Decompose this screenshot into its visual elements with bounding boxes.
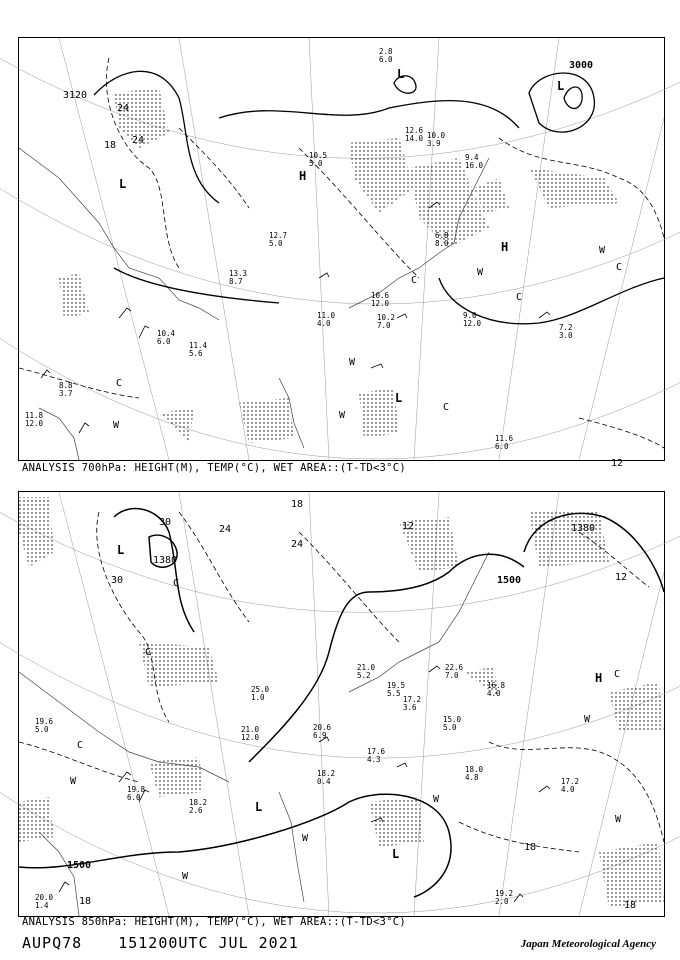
svg-text:11.0: 11.0 <box>317 311 336 320</box>
station-plot <box>487 681 506 698</box>
svg-text:19.8: 19.8 <box>127 785 146 794</box>
warm-center: W <box>615 814 622 825</box>
station-plot <box>445 663 464 680</box>
svg-text:6.0: 6.0 <box>379 55 393 64</box>
station-plot <box>189 341 208 358</box>
contour-label: 1500 <box>67 860 92 871</box>
station-plot <box>59 381 73 398</box>
svg-text:10.5: 10.5 <box>309 151 328 160</box>
svg-text:12.0: 12.0 <box>25 419 44 428</box>
svg-text:11.4: 11.4 <box>189 341 208 350</box>
cold-center: C <box>116 378 123 389</box>
low-pressure-center: L <box>557 79 565 93</box>
station-plot <box>443 715 462 732</box>
station-plot <box>317 769 335 786</box>
low-pressure-center: L <box>397 67 405 81</box>
svg-text:7.0: 7.0 <box>445 671 459 680</box>
cold-center: C <box>145 647 152 658</box>
svg-text:4.0: 4.0 <box>317 319 331 328</box>
contour-label: 24 <box>219 524 232 535</box>
station-plot <box>403 695 421 712</box>
cold-center: C <box>616 262 623 273</box>
contour-label: 3000 <box>569 60 594 71</box>
svg-text:15.0: 15.0 <box>443 715 462 724</box>
cold-center: C <box>173 578 180 589</box>
svg-text:9.0: 9.0 <box>463 311 477 320</box>
contour-label: 12 <box>402 521 415 532</box>
high-pressure-center: H <box>501 240 509 254</box>
svg-text:21.0: 21.0 <box>241 725 260 734</box>
chart-identifier <box>22 934 325 952</box>
agency-credit: Japan Meteorological Agency <box>520 938 656 950</box>
station-plot <box>309 151 327 168</box>
svg-text:5.6: 5.6 <box>189 349 203 358</box>
svg-text:10.0: 10.0 <box>427 131 446 140</box>
station-plot <box>561 777 579 794</box>
contour-label: 30 <box>159 517 172 528</box>
svg-text:20.0: 20.0 <box>35 893 54 902</box>
warm-center: W <box>302 833 309 844</box>
contour-label: 18 <box>291 499 304 510</box>
contour-label: 1380 <box>571 523 596 534</box>
station-plot <box>379 47 393 64</box>
svg-text:12.0: 12.0 <box>241 733 260 742</box>
cold-center: C <box>516 292 523 303</box>
panel-caption-700hpa: ANALYSIS 700hPa: HEIGHT(M), TEMP(°C), WET AREA::(T-TD<3°C) <box>22 462 407 474</box>
svg-text:10.4: 10.4 <box>157 329 176 338</box>
svg-text:17.2: 17.2 <box>403 695 422 704</box>
valid-time: 151200UTC JUL 2021 <box>118 934 299 952</box>
panel-caption-850hpa: ANALYSIS 850hPa: HEIGHT(M), TEMP(°C), WET AREA::(T-TD<3°C) <box>22 916 407 928</box>
contour-label: 24 <box>291 539 304 550</box>
svg-text:1.0: 1.0 <box>251 693 265 702</box>
warm-center: W <box>433 794 440 805</box>
station-plot <box>127 785 146 802</box>
graticule <box>0 38 680 460</box>
station-plot <box>269 231 287 248</box>
svg-text:6.8: 6.8 <box>435 231 449 240</box>
svg-text:6.0: 6.0 <box>157 337 171 346</box>
station-plot <box>495 889 513 906</box>
warm-center: W <box>599 245 606 256</box>
chart-code: AUPQ78 <box>22 934 83 952</box>
low-pressure-center: L <box>395 391 403 405</box>
contour-label: 18 <box>104 140 117 151</box>
svg-text:1.4: 1.4 <box>35 901 49 910</box>
station-plot <box>435 231 449 248</box>
contour-label: 30 <box>111 575 124 586</box>
warm-center: W <box>339 410 346 421</box>
contour-label: 18 <box>524 842 537 853</box>
svg-text:4.0: 4.0 <box>561 785 575 794</box>
svg-text:16.8: 16.8 <box>487 681 506 690</box>
svg-text:2.0: 2.0 <box>495 897 509 906</box>
svg-text:12.0: 12.0 <box>463 319 482 328</box>
svg-text:18.0: 18.0 <box>465 765 484 774</box>
map-panel-850hpa <box>18 491 665 917</box>
contour-label: 3120 <box>63 90 88 101</box>
svg-text:2.6: 2.6 <box>189 806 203 815</box>
station-plot <box>377 313 395 330</box>
station-plot <box>251 685 270 702</box>
station-plot <box>25 411 44 428</box>
svg-text:19.5: 19.5 <box>387 681 406 690</box>
pressure-centers <box>119 67 564 405</box>
svg-text:12.6: 12.6 <box>405 126 424 135</box>
station-plot <box>463 311 482 328</box>
station-plot <box>465 153 484 170</box>
low-pressure-center: L <box>119 177 127 191</box>
station-plot <box>189 798 207 815</box>
contour-label: 12 <box>615 572 628 583</box>
station-plot <box>313 723 332 740</box>
station-plot <box>495 434 514 451</box>
low-pressure-center: L <box>255 800 263 814</box>
cold-center: C <box>77 740 84 751</box>
high-pressure-center: H <box>299 169 307 183</box>
svg-text:19.2: 19.2 <box>495 889 514 898</box>
contour-label: 24 <box>132 135 145 146</box>
svg-text:12.0: 12.0 <box>371 299 390 308</box>
contour-label: 1500 <box>497 575 522 586</box>
temperature-centers <box>70 578 622 882</box>
contour-label: 12 <box>611 458 624 469</box>
svg-text:11.8: 11.8 <box>25 411 44 420</box>
svg-text:5.2: 5.2 <box>357 671 371 680</box>
svg-text:4.8: 4.8 <box>465 773 479 782</box>
station-plot <box>559 323 573 340</box>
svg-text:8.7: 8.7 <box>229 277 243 286</box>
svg-text:10.6: 10.6 <box>371 291 390 300</box>
svg-text:17.2: 17.2 <box>561 777 580 786</box>
svg-text:14.0: 14.0 <box>405 134 424 143</box>
svg-text:8.8: 8.8 <box>59 381 73 390</box>
svg-text:5.5: 5.5 <box>387 689 401 698</box>
svg-text:6.9: 6.9 <box>313 731 327 740</box>
station-data <box>35 663 579 910</box>
isotherms <box>19 58 664 448</box>
station-plot <box>367 747 386 764</box>
cold-center: C <box>411 275 418 286</box>
station-plot <box>357 663 376 680</box>
svg-text:13.3: 13.3 <box>229 269 248 278</box>
svg-text:3.9: 3.9 <box>427 139 441 148</box>
warm-center: W <box>182 871 189 882</box>
station-plot <box>317 311 336 328</box>
map-850hpa <box>19 492 664 916</box>
cold-center: C <box>614 669 621 680</box>
svg-text:3.6: 3.6 <box>403 703 417 712</box>
svg-text:18.2: 18.2 <box>317 769 336 778</box>
svg-text:6.0: 6.0 <box>127 793 141 802</box>
warm-center: W <box>113 420 120 431</box>
wet-areas <box>19 497 664 907</box>
svg-text:12.7: 12.7 <box>269 231 288 240</box>
svg-text:4.0: 4.0 <box>487 689 501 698</box>
station-plot <box>241 725 260 742</box>
svg-text:3.0: 3.0 <box>559 331 573 340</box>
svg-text:7.0: 7.0 <box>377 321 391 330</box>
svg-text:4.3: 4.3 <box>367 755 381 764</box>
svg-text:25.0: 25.0 <box>251 685 270 694</box>
contour-label: 1380 <box>153 555 178 566</box>
station-plot <box>35 717 54 734</box>
station-plot <box>229 269 247 286</box>
svg-text:10.2: 10.2 <box>377 313 396 322</box>
svg-text:7.2: 7.2 <box>559 323 573 332</box>
svg-text:5.0: 5.0 <box>443 723 457 732</box>
station-plot <box>371 291 390 308</box>
station-plot <box>465 765 484 782</box>
station-plot <box>427 131 446 148</box>
svg-text:3.7: 3.7 <box>59 389 73 398</box>
contour-label: 18 <box>624 900 637 911</box>
svg-text:9.4: 9.4 <box>465 153 479 162</box>
station-plot <box>405 126 424 143</box>
contour-label: 24 <box>117 103 130 114</box>
svg-text:18.2: 18.2 <box>189 798 208 807</box>
svg-text:17.6: 17.6 <box>367 747 386 756</box>
svg-text:20.6: 20.6 <box>313 723 332 732</box>
svg-text:22.6: 22.6 <box>445 663 464 672</box>
warm-center: W <box>477 267 484 278</box>
svg-text:5.0: 5.0 <box>269 239 283 248</box>
contour-label: 18 <box>79 896 92 907</box>
high-pressure-center: H <box>595 671 603 685</box>
svg-text:21.0: 21.0 <box>357 663 376 672</box>
svg-text:16.0: 16.0 <box>465 161 484 170</box>
svg-text:8.0: 8.0 <box>435 239 449 248</box>
warm-center: W <box>349 357 356 368</box>
warm-center: W <box>70 776 77 787</box>
svg-text:5.0: 5.0 <box>309 159 323 168</box>
svg-text:2.8: 2.8 <box>379 47 393 56</box>
svg-text:19.6: 19.6 <box>35 717 54 726</box>
warm-center: W <box>584 714 591 725</box>
low-pressure-center: L <box>392 847 400 861</box>
cold-center: C <box>443 402 450 413</box>
svg-text:5.0: 5.0 <box>35 725 49 734</box>
low-pressure-center: L <box>117 543 125 557</box>
svg-text:11.6: 11.6 <box>495 434 514 443</box>
svg-text:0.4: 0.4 <box>317 777 331 786</box>
svg-text:6.0: 6.0 <box>495 442 509 451</box>
station-plot <box>35 893 54 910</box>
station-plot <box>157 329 176 346</box>
